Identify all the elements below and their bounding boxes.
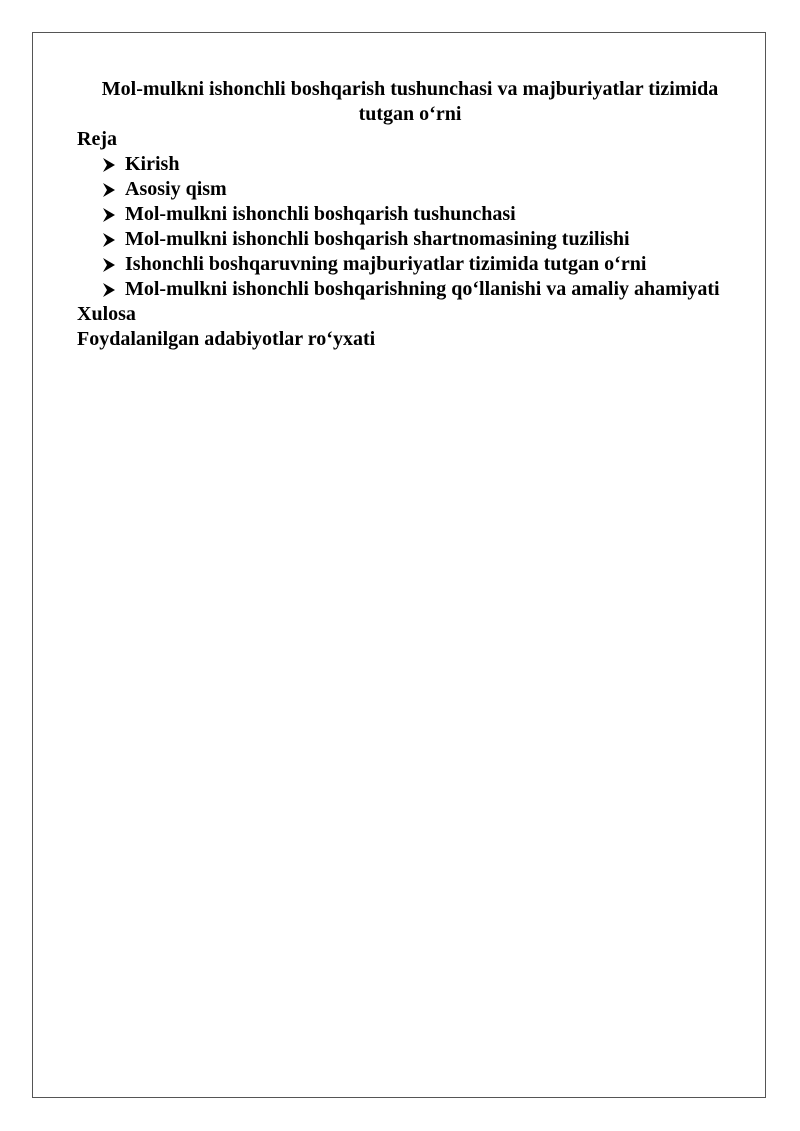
arrow-bullet-icon <box>101 152 121 177</box>
arrow-bullet-icon <box>101 277 121 302</box>
arrow-bullet-icon <box>101 252 121 277</box>
arrow-bullet-icon <box>101 227 121 252</box>
arrow-bullet-icon <box>101 177 121 202</box>
plan-heading: Reja <box>77 128 117 150</box>
plan-item <box>77 277 743 302</box>
references-heading: Foydalanilgan adabiyotlar ro‘yxati <box>77 328 376 350</box>
plan-item <box>77 152 743 177</box>
arrow-bullet-icon <box>101 202 121 227</box>
conclusion-heading: Xulosa <box>77 303 136 325</box>
document-page <box>32 32 766 1098</box>
document-content <box>77 77 743 352</box>
plan-item-label: Mol-mulkni ishonchli boshqarish tushunchasi <box>125 203 516 225</box>
document-title: Mol-mulkni ishonchli boshqarish tushunchasi va majburiyatlar tizimida tutgan o‘rni <box>101 78 719 125</box>
plan-item-label: Ishonchli boshqaruvning majburiyatlar tizimida tutgan o‘rni <box>125 253 647 275</box>
plan-item <box>77 202 743 227</box>
plan-item <box>77 177 743 202</box>
plan-item <box>77 252 743 277</box>
plan-item-label: Mol-mulkni ishonchli boshqarishning qo‘llanishi va amaliy ahamiyati <box>125 278 720 300</box>
plan-item-label: Kirish <box>125 153 180 175</box>
plan-list <box>77 152 743 302</box>
plan-item-label: Mol-mulkni ishonchli boshqarish shartnomasining tuzilishi <box>125 228 630 250</box>
plan-item <box>77 227 743 252</box>
plan-item-label: Asosiy qism <box>125 178 227 200</box>
